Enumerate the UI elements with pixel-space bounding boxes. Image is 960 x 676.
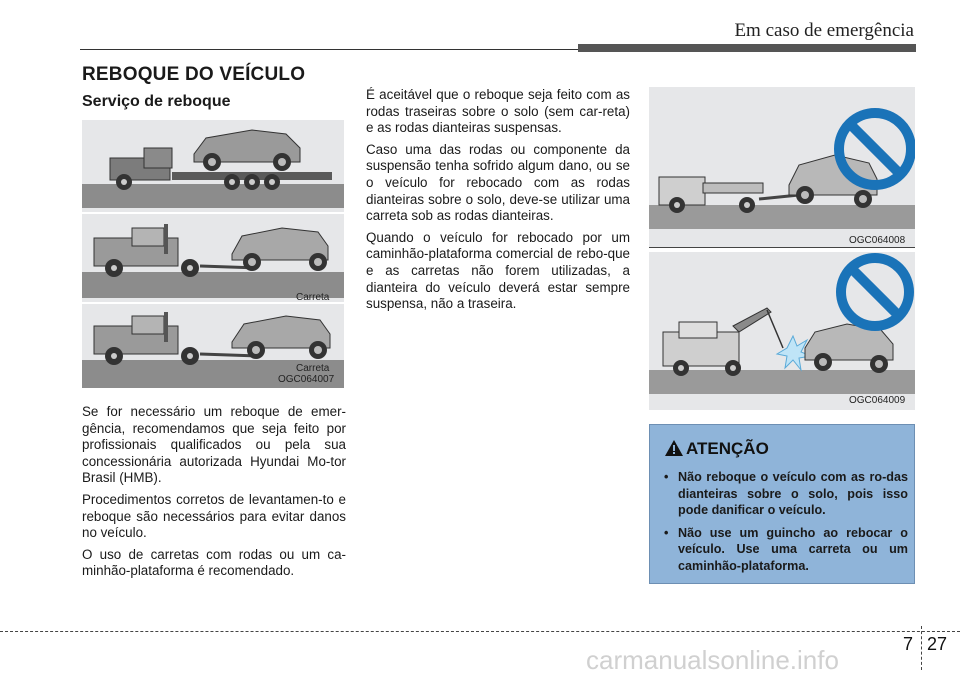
watermark: carmanualsonline.info bbox=[586, 645, 839, 675]
warning-box bbox=[649, 424, 915, 584]
page-number: 27 bbox=[927, 634, 948, 654]
warning-item: • Não use um guincho ao rebocar o veículo. Use uma carreta ou um caminhão-plataforma. bbox=[662, 525, 908, 575]
section-title: REBOQUE DO VEÍCULO bbox=[82, 64, 306, 85]
figure-code: OGC064008 bbox=[849, 235, 906, 246]
chapter-number: 7 bbox=[903, 634, 914, 654]
chapter-title: Em caso de emergência bbox=[734, 20, 914, 41]
page-number-divider bbox=[921, 626, 922, 670]
header-rule bbox=[80, 49, 580, 50]
incorrect-towing-figure-2 bbox=[649, 252, 915, 410]
figure-code: OGC064007 bbox=[278, 374, 335, 385]
warning-icon bbox=[664, 439, 684, 457]
warning-heading: ATENÇÃO bbox=[686, 439, 769, 458]
paragraph: Caso uma das rodas ou componente da suspensão tenha sofrido algum dano, ou se o veículo for rebocado com as rodas dianteiras sobre o solo, deve-se utilizar uma carreta sob as rodas dianteiras. bbox=[366, 141, 630, 224]
wheel-lift-truck-illustration-2 bbox=[94, 312, 330, 365]
prohibited-icon bbox=[841, 258, 909, 326]
paragraph: Procedimentos corretos de levantamen-to e reboque são necessários para evitar danos no veículo. bbox=[82, 491, 346, 541]
paragraph: Se for necessário um reboque de emer-gência, recomendamos que seja feito por profissionais qualificados ou pela sua concessionária autorizada Hyundai Mo-tor Brasil (HMB). bbox=[82, 404, 346, 486]
wheel-lift-truck-illustration-1 bbox=[94, 224, 328, 277]
figure-separator bbox=[649, 247, 915, 248]
flatbed-truck-illustration bbox=[110, 130, 332, 190]
footer-rule bbox=[0, 631, 960, 632]
warning-item: • Não reboque o veículo com as ro-das dianteiras sobre o solo, pois isso pode danificar o veículo. bbox=[662, 469, 908, 519]
paragraph: O uso de carretas com rodas ou um ca-minhão-plataforma é recomendado. bbox=[82, 546, 346, 579]
figure-code: OGC064009 bbox=[849, 395, 906, 406]
label-carreta-1: Carreta bbox=[296, 292, 330, 303]
section-subtitle: Serviço de reboque bbox=[82, 93, 231, 110]
column-2-text bbox=[366, 87, 630, 318]
incorrect-towing-figure-1 bbox=[649, 87, 915, 247]
paragraph: É aceitável que o reboque seja feito com as rodas traseiras sobre o solo (sem car-reta) e as rodas dianteiras suspensas. bbox=[366, 87, 630, 136]
column-1-text bbox=[82, 404, 346, 585]
paragraph: Quando o veículo for rebocado por um caminhão-plataforma comercial de rebo-que e as carretas não forem utilizadas, a dianteira do veículo deverá estar sempre suspensa, não a traseira. bbox=[366, 229, 630, 312]
header-bar bbox=[578, 44, 916, 52]
towing-methods-figure bbox=[82, 120, 344, 388]
label-carreta-2: Carreta bbox=[296, 363, 330, 374]
warning-list bbox=[662, 469, 908, 580]
